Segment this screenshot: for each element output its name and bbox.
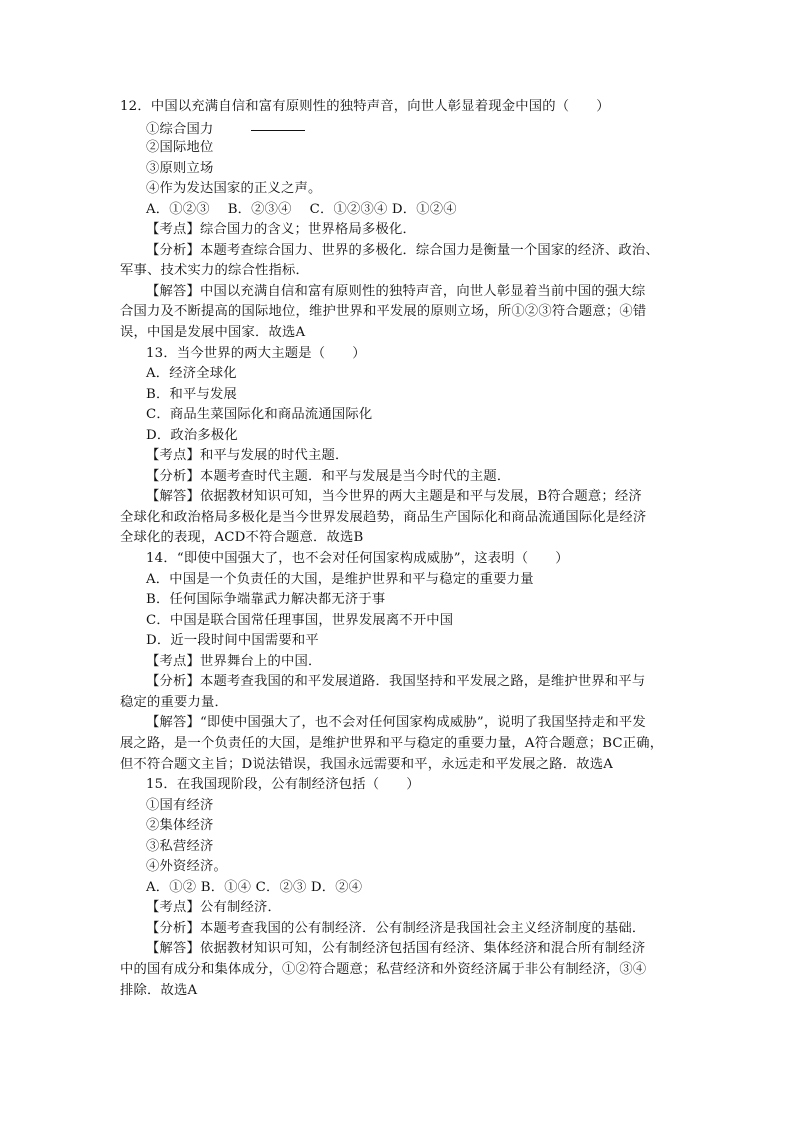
- question-13-option-a: A．经济全球化: [146, 366, 237, 382]
- question-15-fenxi-line-1: 【分析】本题考查我国的公有制经济．公有制经济是我国社会主义经济制度的基础．: [146, 920, 646, 936]
- question-14-option-b: B．任何国际争端靠武力解决都无济于事: [146, 592, 386, 608]
- question-14-option-a: A．中国是一个负责任的大国，是维护世界和平与稳定的重要力量: [146, 571, 534, 587]
- question-13-option-b: B．和平与发展: [146, 386, 237, 402]
- question-15-jieda-line-3: 排除．故选A: [120, 982, 198, 998]
- question-12-choices: A．①②③ B．②③④ C．①②③④ D．①②④: [146, 201, 457, 217]
- option-text: ①综合国力: [146, 121, 214, 137]
- question-14-option-d: D．近一段时间中国需要和平: [146, 633, 319, 649]
- question-15-jieda-line-2: 中的国有成分和集体成分，①②符合题意；私营经济和外资经济属于非公有制经济，③④: [120, 961, 647, 977]
- question-13-option-d: D．政治多极化: [146, 427, 238, 443]
- question-12-fenxi-line-2: 军事、技术实力的综合性指标．: [120, 263, 309, 279]
- question-13-kaodian: 【考点】和平与发展的时代主题．: [146, 448, 349, 464]
- question-14-jieda-line-3: 但不符合题文主旨；D说法错误，我国永远需要和平，永远走和平发展之路．故选A: [120, 756, 614, 772]
- question-12-jieda-line-2: 合国力及不断提高的国际地位，维护世界和平发展的原则立场，所①②③符合题意；④错: [120, 304, 647, 320]
- question-14-option-c: C．中国是联合国常任理事国，世界发展离不开中国: [146, 612, 454, 628]
- question-15-jieda-line-1: 【解答】依据教材知识可知，公有制经济包括国有经济、集体经济和混合所有制经济: [146, 941, 646, 957]
- question-15-option-1: ①国有经济: [146, 797, 214, 813]
- question-12-option-4: ④作为发达国家的正义之声。: [146, 181, 322, 197]
- question-15-kaodian: 【考点】公有制经济．: [146, 900, 281, 916]
- question-14-fenxi-line-1: 【分析】本题考查我国的和平发展道路．我国坚持和平发展之路，是维护世界和平与: [146, 674, 646, 690]
- question-13-option-c: C．商品生菜国际化和商品流通国际化: [146, 407, 373, 423]
- question-12-option-2: ②国际地位: [146, 140, 214, 156]
- question-13-jieda-line-2: 全球化和政治格局多极化是当今世界发展趋势，商品生产国际化和商品流通国际化是经济: [120, 509, 647, 525]
- question-12-option-3: ③原则立场: [146, 160, 214, 176]
- question-14-kaodian: 【考点】世界舞台上的中国．: [146, 653, 322, 669]
- question-14-stem: 14．“即使中国强大了，也不会对任何国家构成威胁”，这表明（ ）: [146, 551, 569, 567]
- question-12-stem: 12．中国以充满自信和富有原则性的独特声音，向世人彰显着现金中国的（ ）: [120, 99, 610, 114]
- question-12-kaodian: 【考点】综合国力的含义；世界格局多极化．: [146, 222, 416, 238]
- question-13-jieda-line-1: 【解答】依据教材知识可知，当今世界的两大主题是和平与发展，B符合题意；经济: [146, 489, 642, 505]
- question-12-jieda-line-3: 误，中国是发展中国家．故选A: [120, 325, 306, 341]
- question-13-fenxi-line-1: 【分析】本题考查时代主题．和平与发展是当今时代的主题．: [146, 468, 511, 484]
- question-12-jieda-line-1: 【解答】中国以充满自信和富有原则性的独特声音，向世人彰显着当前中国的强大综: [146, 283, 646, 299]
- question-14-jieda-line-2: 展之路，是一个负责任的大国，是维护世界和平与稳定的重要力量，A符合题意；BC正确，: [120, 735, 664, 751]
- question-15-option-3: ③私营经济: [146, 838, 214, 854]
- question-14-jieda-line-1: 【解答】“即使中国强大了，也不会对任何国家构成威胁”，说明了我国坚持走和平发: [146, 715, 646, 731]
- question-12-option-1: [120, 118, 680, 139]
- question-12-fenxi-line-1: 【分析】本题考查综合国力、世界的多极化．综合国力是衡量一个国家的经济、政治、: [146, 242, 659, 258]
- question-15-option-2: ②集体经济: [146, 818, 214, 834]
- question-15-stem: 15．在我国现阶段，公有制经济包括（ ）: [146, 777, 420, 793]
- question-15-option-4: ④外资经济。: [146, 859, 227, 875]
- answer-blank: [251, 118, 305, 131]
- question-14-fenxi-line-2: 稳定的重要力量．: [120, 694, 228, 710]
- question-15-choices: A．①② B．①④ C．②③ D．②④: [146, 879, 363, 895]
- question-13-jieda-line-3: 全球化的表现，ACD不符合题意．故选B: [120, 530, 364, 546]
- question-13-stem: 13．当今世界的两大主题是（ ）: [146, 345, 366, 361]
- document-page: [120, 97, 680, 1001]
